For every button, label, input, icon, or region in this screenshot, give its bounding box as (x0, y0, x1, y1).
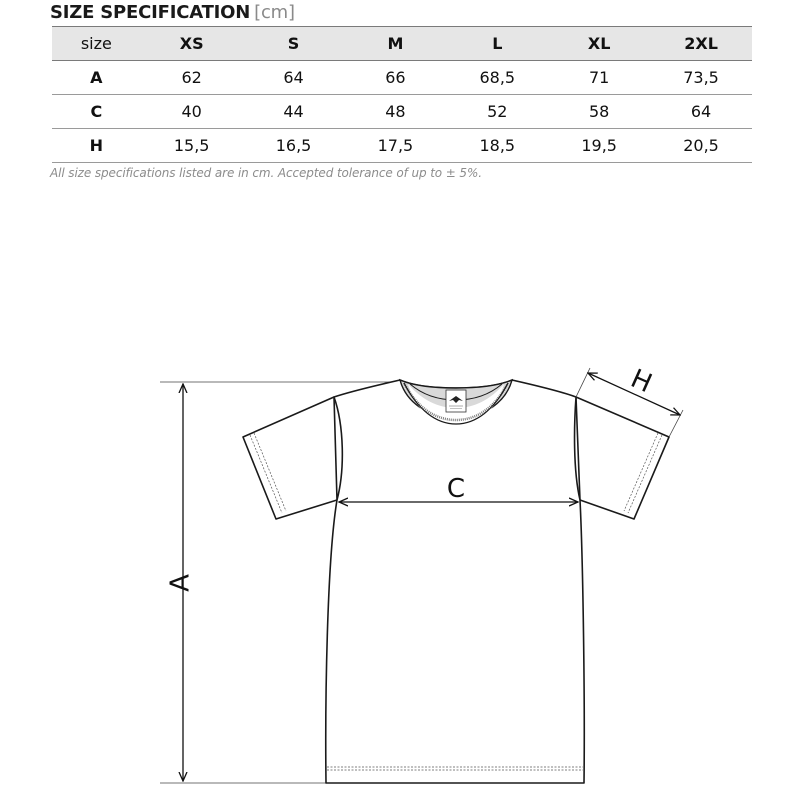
table-cell: 18,5 (479, 136, 516, 155)
table-cell: 64 (283, 68, 304, 87)
title-text: SIZE SPECIFICATION (50, 2, 251, 23)
row-label-h: H (89, 136, 104, 155)
c-label: C (446, 474, 466, 504)
h-extension-line-1 (576, 368, 590, 397)
table-cell: 71 (588, 68, 610, 87)
table-cell: 73,5 (683, 68, 719, 87)
table-cell: 68,5 (479, 68, 516, 87)
torso (326, 380, 584, 783)
table-cell: 19,5 (581, 136, 617, 155)
h-extension-line-2 (669, 410, 683, 437)
row-label-a: A (90, 68, 103, 87)
table-cell: 16,5 (275, 136, 312, 155)
row-label-c: C (90, 102, 103, 121)
table-cell: 52 (487, 102, 508, 121)
header-cell-m: M (344, 27, 446, 61)
header-cell-xs: XS (141, 27, 243, 61)
header-cell-xl: XL (548, 27, 650, 61)
table-cell: 40 (181, 102, 202, 121)
tshirt-outline (243, 380, 669, 783)
table-cell: 44 (283, 102, 304, 121)
table-cell: 62 (181, 68, 202, 87)
tolerance-note: All size specifications listed are in cm. Accepted tolerance of up to ± 5%. (50, 166, 482, 180)
a-label: A (165, 574, 196, 592)
table-cell: 66 (385, 68, 406, 87)
neck-label (446, 390, 466, 412)
table-cell: 58 (588, 102, 610, 121)
table-cell: 15,5 (173, 136, 210, 155)
unit-label: [cm] (254, 2, 295, 23)
h-label: H (626, 363, 657, 400)
header-cell-l: L (446, 27, 548, 61)
header-cell-s: S (243, 27, 345, 61)
table-cell: 20,5 (683, 136, 719, 155)
table-cell: 17,5 (377, 136, 414, 155)
table-cell: 64 (690, 102, 712, 121)
header-cell-size: size (52, 27, 141, 61)
header-cell-2xl: 2XL (650, 27, 752, 61)
left-sleeve (243, 397, 337, 519)
table-cell: 48 (385, 102, 406, 121)
right-sleeve (576, 397, 669, 519)
